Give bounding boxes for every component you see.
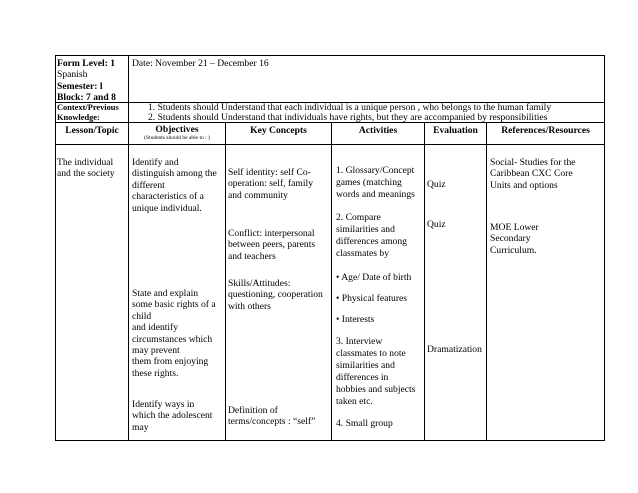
key-concept-line: and community [228, 189, 288, 201]
objective-line: Identify ways in [132, 399, 195, 410]
activity-line: words and meanings [336, 189, 415, 200]
reference-line: Social- Studies for the [490, 157, 576, 168]
key-concept-line: terms/concepts : “self” [228, 416, 316, 428]
reference-line: Curriculum. [490, 244, 537, 256]
objective-2 [132, 288, 224, 379]
header-objectives: Objectives [155, 124, 199, 135]
objective-line: and identify [132, 322, 179, 334]
activity-line: differences among [336, 236, 407, 247]
table-border-right [604, 55, 605, 441]
key-concept-line: Self identity: self Co- [228, 167, 311, 178]
context-item: 2. Students should Understand that individuals have rights, but they are accompanied by responsibilities [148, 112, 548, 123]
lesson-topic [57, 157, 127, 180]
key-concept-line: operation: self, family [228, 178, 313, 190]
activity-line: 2. Compare [336, 212, 381, 223]
reference-line: MOE Lower [490, 222, 539, 233]
key-concept-2 [228, 228, 330, 262]
table-border-left [55, 55, 56, 441]
header-references: References/Resources [501, 125, 590, 136]
column-divider [486, 122, 487, 441]
lesson-topic-line: The individual [57, 157, 114, 168]
evaluation-quiz-1: Quiz [427, 179, 446, 190]
objective-line: Identify and [132, 157, 179, 168]
reference-line: Caribbean CXC Core [490, 168, 573, 180]
header-objectives-cell [129, 124, 225, 142]
subject: Spanish [57, 69, 88, 81]
reference-line: Secondary [490, 233, 531, 245]
objective-line: child [132, 310, 152, 322]
activity-line: games (matching [336, 177, 402, 188]
activity-line: 1. Glossary/Concept [336, 165, 415, 176]
context-items [148, 103, 603, 123]
key-concept-line: and teachers [228, 250, 276, 262]
semester: Semester: l [57, 80, 103, 92]
activity-bullet-age: • Age/ Date of birth [336, 272, 412, 283]
objective-line: circumstances which [132, 333, 213, 345]
objective-line: which the adolescent [132, 410, 213, 422]
activity-line: differences in [336, 372, 389, 383]
lesson-topic-line: and the society [57, 168, 115, 180]
reference-2 [490, 222, 604, 256]
date-range: Date: November 21 – December 16 [132, 58, 269, 69]
objective-line: some basic rights of a [132, 299, 216, 311]
objective-line: distinguish among the [132, 168, 217, 180]
objective-1 [132, 157, 224, 214]
objective-3 [132, 399, 224, 433]
form-info-cell [57, 58, 127, 104]
objective-line: may prevent [132, 345, 180, 357]
objective-line: them from enjoying [132, 356, 209, 368]
header-activities: Activities [358, 125, 398, 136]
activity-1 [336, 165, 424, 201]
column-divider [225, 122, 226, 441]
header-lesson-topic: Lesson/Topic [65, 125, 119, 136]
context-label [57, 103, 129, 123]
key-concept-line: Skills/Attitudes: [228, 278, 291, 289]
table-border-bottom [55, 440, 605, 441]
key-concept-line: between peers, parents [228, 239, 316, 251]
activity-line: 3. Interview [336, 336, 383, 347]
key-concept-1 [228, 167, 330, 201]
column-divider [424, 122, 425, 441]
activity-line: classmates by [336, 248, 390, 259]
activity-bullet-physical: • Physical features [336, 293, 408, 304]
key-concept-4 [228, 405, 330, 428]
activity-2 [336, 212, 424, 260]
activity-line: similarities and [336, 360, 395, 371]
form-level: Form Level: 1 [57, 58, 116, 69]
evaluation-quiz-2: Quiz [427, 219, 446, 230]
activity-3 [336, 336, 424, 408]
key-concept-line: with others [228, 300, 271, 312]
context-label-line1: Context/Previous [57, 103, 119, 112]
evaluation-dramatization: Dramatization [427, 344, 482, 355]
objective-line: these rights. [132, 367, 179, 379]
reference-line: Units and options [490, 179, 558, 191]
activity-bullet-interests: • Interests [336, 314, 375, 325]
lesson-plan-table [55, 55, 605, 441]
block: Block: 7 and 8 [57, 92, 116, 104]
activity-4: 4. Small group [336, 418, 393, 429]
context-label-line2: Knowledge: [57, 113, 100, 122]
key-concept-line: Conflict: interpersonal [228, 228, 315, 239]
table-border-top [55, 55, 605, 56]
objective-line: different [132, 179, 165, 191]
activity-line: classmates to note [336, 348, 406, 359]
activity-line: taken etc. [336, 396, 373, 407]
objective-line: unique individual. [132, 202, 202, 214]
context-item: 1. Students should Understand that each individual is a unique person , who belongs to the human family [148, 102, 552, 113]
key-concept-3 [228, 278, 330, 312]
activity-line: hobbies and subjects [336, 384, 416, 395]
header-evaluation: Evaluation [433, 125, 478, 136]
column-divider [331, 122, 332, 441]
activity-line: similarities and [336, 224, 395, 235]
objective-line: State and explain [132, 288, 199, 299]
key-concept-line: Definition of [228, 405, 278, 416]
objective-line: may [132, 421, 149, 433]
reference-1 [490, 157, 604, 191]
row-divider [55, 144, 605, 145]
objective-line: characteristics of a [132, 191, 204, 203]
header-objectives-sub: (Students should be able to : ) [144, 135, 210, 142]
header-key-concepts: Key Concepts [250, 125, 307, 136]
key-concept-line: questioning, cooperation [228, 289, 323, 301]
